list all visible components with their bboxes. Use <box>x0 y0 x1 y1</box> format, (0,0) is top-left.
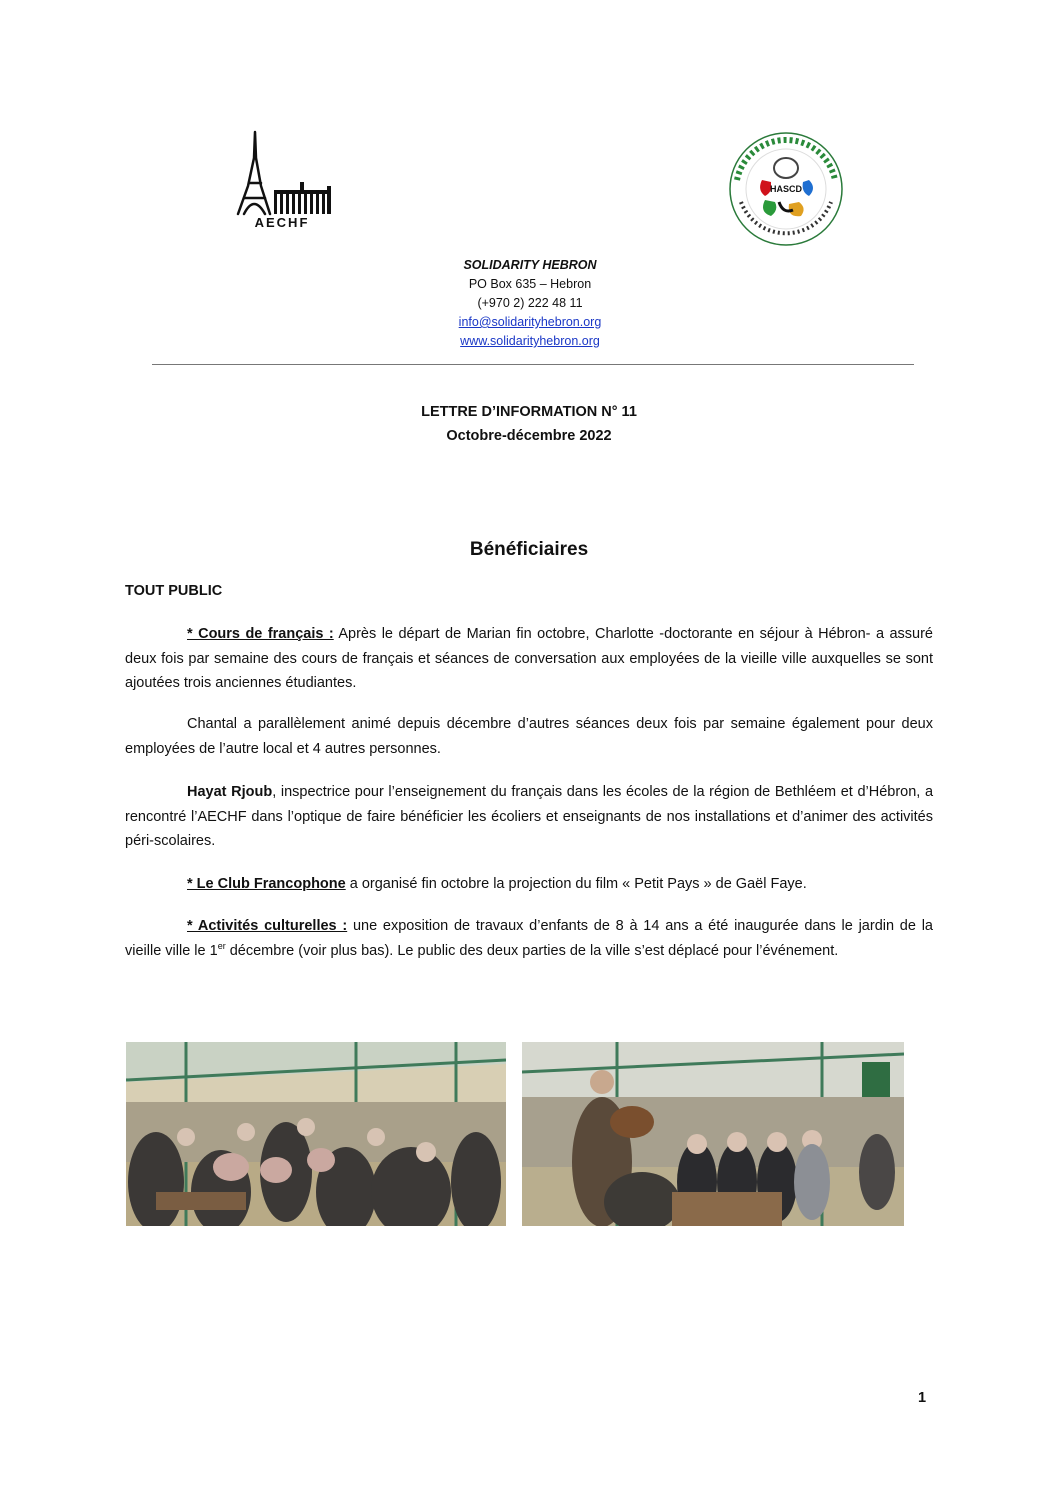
header-divider <box>152 364 914 365</box>
newsletter-period: Octobre-décembre 2022 <box>446 428 612 444</box>
activities-text-b: décembre (voir plus bas). Le public des deux parties de la ville s’est déplacé pour l’événement. <box>225 942 839 959</box>
section-title: Bénéficiaires <box>469 539 589 560</box>
section-subtitle: TOUT PUBLIC <box>125 583 223 599</box>
phone-number: (+970 2) 222 48 11 <box>477 296 583 310</box>
paragraph-chantal <box>125 712 933 761</box>
newsletter-title: LETTRE D’INFORMATION N° 11 <box>421 404 637 420</box>
activities-sup: er <box>217 940 226 951</box>
contact-block <box>380 256 680 351</box>
aechf-logo-text: AECHF <box>254 215 310 230</box>
hascd-logo-text: HASCD <box>769 184 803 194</box>
chantal-text: Chantal a parallèlement animé depuis décembre d’autres séances deux fois par semaine également pour deux employées de l’autre local et 4 autres personnes. <box>125 716 933 757</box>
newsletter-heading <box>329 400 729 448</box>
paragraph-french-courses <box>125 622 933 696</box>
activities-label: * Activités culturelles : <box>187 918 348 934</box>
photo-crowd-gathering <box>126 1042 506 1226</box>
email-link[interactable]: info@solidarityhebron.org <box>458 315 602 329</box>
french-courses-label: * Cours de français : <box>187 626 334 642</box>
photo-musician-children <box>522 1042 904 1226</box>
hayat-name: Hayat Rjoub <box>187 784 273 800</box>
hascd-logo <box>727 130 845 248</box>
french-courses-text: Après le départ de Marian fin octobre, Charlotte -doctorante en séjour à Hébron- a assuré deux fois par semaine des cours de français et séances de conversation aux employées de la vieille ville auxquelles se sont ajoutées trois anciennes étudiantes. <box>125 626 934 691</box>
hayat-text: , inspectrice pour l’enseignement du français dans les écoles de la région de Bethléem et d’Hébron, a rencontré l’AECHF dans l’optique de faire bénéficier les écoliers et enseignants de nos installations et d’animer des activités péri-scolaires. <box>125 784 934 849</box>
organization-name: SOLIDARITY HEBRON <box>463 258 597 272</box>
paragraph-club <box>125 872 933 897</box>
club-text: a organisé fin octobre la projection du film « Petit Pays » de Gaël Faye. <box>345 876 807 892</box>
postal-address: PO Box 635 – Hebron <box>468 277 592 291</box>
paragraph-activities <box>125 914 933 963</box>
paragraph-hayat <box>125 780 933 854</box>
page-number: 1 <box>918 1390 927 1406</box>
activities-text-a: une exposition de travaux d’enfants de 8 à 14 ans a été inaugurée dans le jardin de la vieille ville le 1 <box>125 918 933 959</box>
club-label: * Le Club Francophone <box>187 876 346 892</box>
website-link[interactable]: www.solidarityhebron.org <box>460 334 600 348</box>
